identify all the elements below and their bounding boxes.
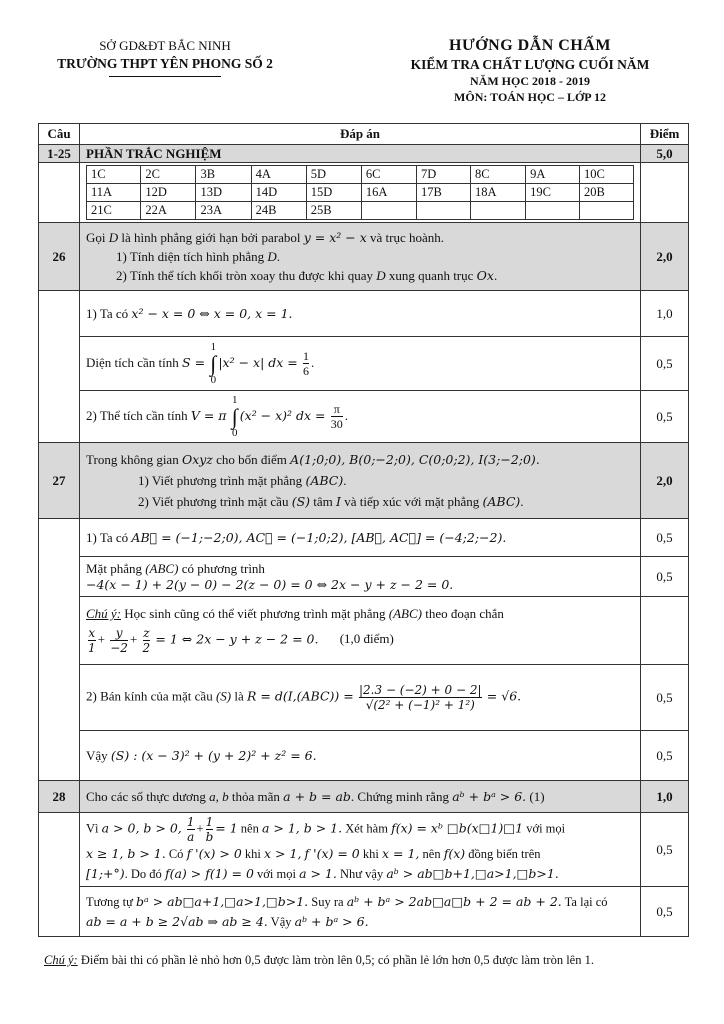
mc-answer-cell: 21C: [87, 202, 141, 220]
mc-answer-cell: 10C: [579, 166, 633, 184]
exam-name: KIỂM TRA CHẤT LƯỢNG CUỐI NĂM: [410, 57, 650, 72]
mc-answer-cell: 17B: [417, 184, 471, 202]
mc-answer-cell: 24B: [251, 202, 306, 220]
mc-answer-cell: 19C: [526, 184, 580, 202]
mc-label: 1-25: [39, 145, 80, 163]
mc-answer-cell: 12D: [141, 184, 196, 202]
q28-label: 28: [39, 781, 80, 813]
q27-step1-score: 0,5: [641, 519, 689, 557]
q28-prompt: Cho các số thực dương a, b thỏa mãn a + b = ab. Chứng minh rằng aᵇ + bᵃ > 6. (1): [80, 781, 641, 813]
mc-answers-row: [39, 163, 689, 223]
mc-answer-cell: 11A: [87, 184, 141, 202]
mc-answer-cell: 3B: [196, 166, 251, 184]
q28-step1-row: Vì a > 0, b > 0, $\frac{1}{a}$ + $\frac{1}{b}$ = 1 nên a > 1, b > 1. Xét hàm f(x) = xᵇ □b(x□1)□1 với mọi x ≥ 1, b > 1. Có f '(x) > 0 khi x > 1, f '(x) = 0 khi x = 1, nên f(x) đồng biến trên [1;+°). Do đó f(a) > f(1) = 0 với mọi a > 1. Như vậy aᵇ > ab□b+1,□a>1,□b>1. 0,5: [39, 813, 689, 887]
q27-label: 27: [39, 443, 80, 519]
q27-prompt: Trong không gian Oxyz cho bốn điểm A(1;0;0), B(0;−2;0), C(0;0;2), I(3;−2;0). 1) Viết phương trình mặt phẳng (ABC). 2) Viết phương trình mặt cầu (S) tâm I và tiếp xúc với mặt phẳng (ABC).: [80, 443, 641, 519]
q26-prompt-row: [39, 223, 689, 291]
q26-step2-score: 0,5: [641, 337, 689, 391]
q28-step1-score: 0,5: [641, 813, 689, 887]
school-name: TRƯỜNG THPT YÊN PHONG SỐ 2: [57, 56, 273, 71]
mc-answer-cell: 23A: [196, 202, 251, 220]
footer-note: [44, 953, 704, 968]
q27-note-row: Chú ý: Học sinh cũng có thể viết phương trình mặt phẳng (ABC) theo đoạn chắn $\frac{x}{1}$ + $\frac{y}{-2}$ + $\frac{z}{2}$ = 1 ⇔ 2x − y + z − 2 = 0. (1,0 điểm): [39, 597, 689, 665]
school-year: NĂM HỌC 2018 - 2019: [470, 74, 590, 88]
mc-answer-cell: 2C: [141, 166, 196, 184]
mc-answer-cell: 1C: [87, 166, 141, 184]
department-name: SỞ GD&ĐT BẮC NINH: [99, 38, 231, 53]
mc-answer-cell: 16A: [361, 184, 416, 202]
mc-answer-row: [87, 202, 634, 220]
col-question-header: Câu: [39, 124, 80, 145]
col-score-header: Điểm: [641, 124, 689, 145]
header-right: [360, 37, 700, 105]
q27-prompt-row: [39, 443, 689, 519]
mc-answer-cell: 22A: [141, 202, 196, 220]
mc-answer-cell: 15D: [306, 184, 361, 202]
q26-step1-row: 1) Ta có x² − x = 0 ⇔ x = 0, x = 1. 1,0: [39, 291, 689, 337]
q27-step1-row: 1) Ta có AB⃗ = (−1;−2;0), AC⃗ = (−1;0;2), [AB⃗, AC⃗] = (−4;2;−2). 0,5: [39, 519, 689, 557]
integral-sign: 1 ∫ 0: [231, 393, 238, 439]
mc-answer-row: [87, 166, 634, 184]
mc-answer-cell: [417, 202, 471, 220]
grading-table: [38, 123, 689, 937]
q27-step4-row: Vậy (S) : (x − 3)² + (y + 2)² + z² = 6. 0,5: [39, 731, 689, 781]
doc-title: HƯỚNG DẪN CHẤM: [449, 37, 611, 54]
q26-step3-score: 0,5: [641, 391, 689, 443]
mc-answer-cell: 25B: [306, 202, 361, 220]
footer-note-text: Điểm bài thi có phần lẻ nhỏ hơn 0,5 được làm tròn lên 0,5; có phần lẻ lớn hơn 0,5 được làm tròn lên 1.: [77, 953, 594, 967]
q26-step3-row: 2) Thể tích cần tính V = π 1 ∫ 0 (x² − x)² dx = $\frac{\pi}{30}$ . 0,5: [39, 391, 689, 443]
mc-answer-cell: [361, 202, 416, 220]
header-left: [30, 38, 300, 77]
mc-answer-row: [87, 184, 634, 202]
mc-title-row: [39, 145, 689, 163]
q26-prompt: Gọi D là hình phẳng giới hạn bởi parabol y = x² − x và trục hoành. 1) Tính diện tích hình phẳng D. 2) Tính thể tích khối tròn xoay thu được khi quay D xung quanh trục Ox.: [80, 223, 641, 291]
q27-step3-score: 0,5: [641, 665, 689, 731]
q28-step2-score: 0,5: [641, 887, 689, 937]
mc-answer-cell: 7D: [417, 166, 471, 184]
footer-note-label: Chú ý:: [44, 953, 78, 967]
q26-score: 2,0: [641, 223, 689, 291]
subject: MÔN: TOÁN HỌC – LỚP 12: [454, 90, 606, 104]
table-header-row: [39, 124, 689, 145]
mc-answer-cell: 14D: [251, 184, 306, 202]
q27-step4-score: 0,5: [641, 731, 689, 781]
mc-answer-cell: 5D: [306, 166, 361, 184]
q28-prompt-row: [39, 781, 689, 813]
q27-step3-row: 2) Bán kính của mặt cầu (S) là R = d(I,(ABC)) = $\frac{|2.3 - (-2) + 0 - 2|}{\text{√(2² + (−1)² + 1²)}}$ = √6. 0,5: [39, 665, 689, 731]
q27-step2-score: 0,5: [641, 557, 689, 597]
mc-score: 5,0: [641, 145, 689, 163]
mc-answer-cell: 20B: [579, 184, 633, 202]
header-underline: [109, 76, 221, 77]
q27-step2-row: Mặt phẳng (ABC) có phương trình −4(x − 1) + 2(y − 0) − 2(z − 0) = 0 ⇔ 2x − y + z − 2 = 0. 0,5: [39, 557, 689, 597]
mc-answer-cell: 8C: [470, 166, 525, 184]
mc-answer-cell: 18A: [470, 184, 525, 202]
q26-label: 26: [39, 223, 80, 291]
mc-answer-cell: [470, 202, 525, 220]
q27-score: 2,0: [641, 443, 689, 519]
q28-step2-row: Tương tự bᵃ > ab□a+1,□a>1,□b>1. Suy ra aᵇ + bᵃ > 2ab□a□b + 2 = ab + 2. Ta lại có ab = a + b ≥ 2√ab ⇒ ab ≥ 4. Vậy aᵇ + bᵃ > 6. 0,5: [39, 887, 689, 937]
mc-answer-grid: [86, 165, 634, 220]
mc-answer-cell: [526, 202, 580, 220]
mc-answer-cell: 13D: [196, 184, 251, 202]
q28-score: 1,0: [641, 781, 689, 813]
q26-step2-row: Diện tích cần tính S = 1 ∫ 0 |x² − x| dx = $\frac{1}{6}$ . 0,5: [39, 337, 689, 391]
mc-title: PHẦN TRẮC NGHIỆM: [80, 145, 641, 163]
q26-step1-score: 1,0: [641, 291, 689, 337]
mc-answer-cell: 6C: [361, 166, 416, 184]
col-answer-header: Đáp án: [80, 124, 641, 145]
mc-answer-cell: [579, 202, 633, 220]
mc-answer-cell: 9A: [526, 166, 580, 184]
integral-sign: 1 ∫ 0: [210, 340, 217, 386]
mc-answer-cell: 4A: [251, 166, 306, 184]
